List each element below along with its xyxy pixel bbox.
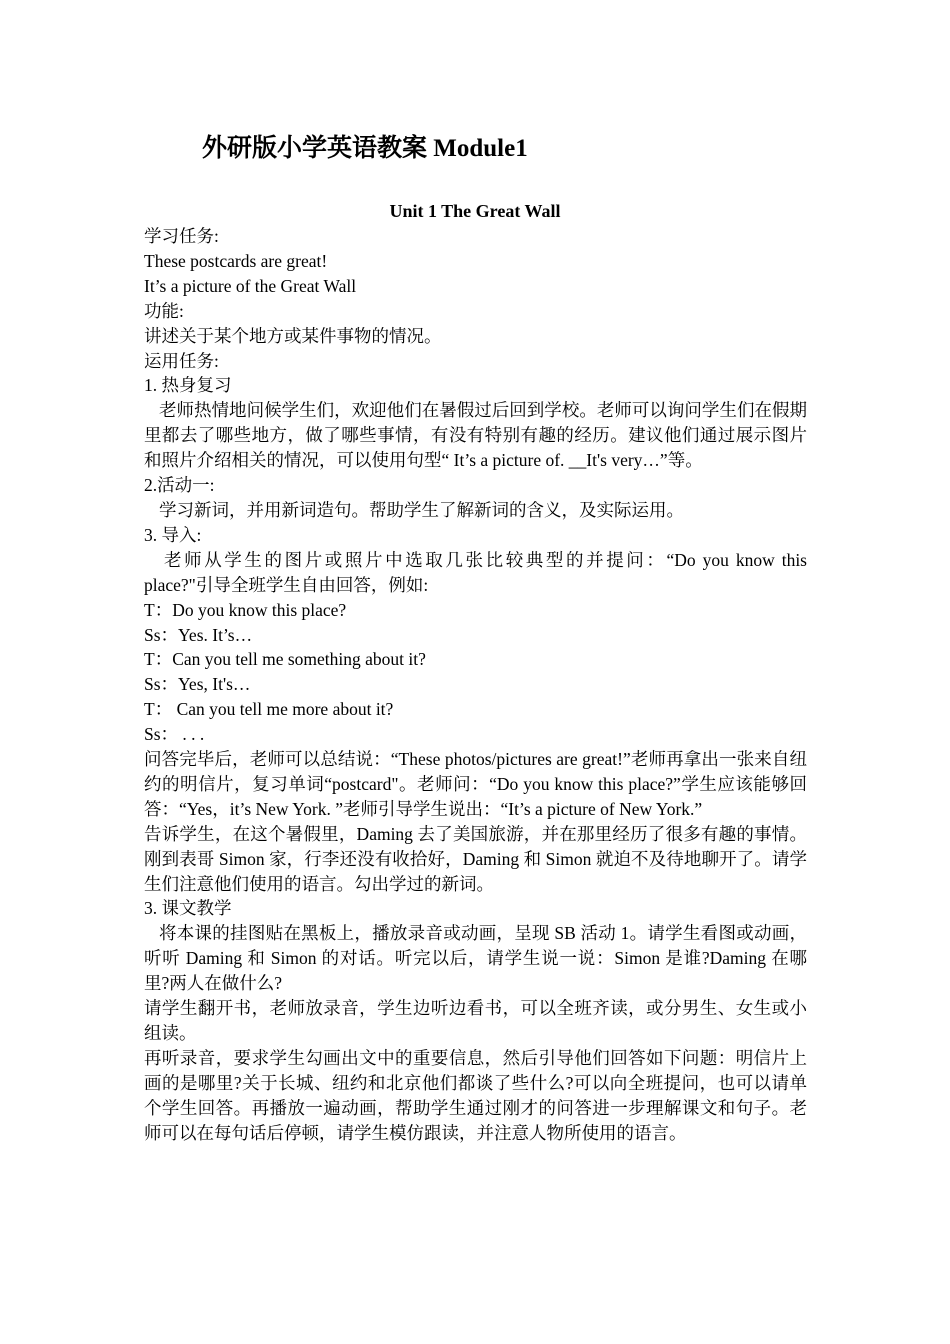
paragraph-summary: 问答完毕后，老师可以总结说：“These photos/pictures are great!”老师再拿出一张来自纽约的明信片，复习单词“postcard"。老师问：“Do you know this place?”学生应该能够回答：“Yes，it’s New York. ”老师引导学生说出：“It’s a picture of New York.” [144, 749, 807, 819]
document-body [144, 224, 807, 1146]
paragraph-warmup: 老师热情地问候学生们，欢迎他们在暑假过后回到学校。老师可以询问学生们在假期里都去了哪些地方，做了哪些事情，有没有特别有趣的经历。建议他们通过展示图片和照片介绍相关的情况，可以使用句型“ It’s a picture of. __It's very…”等。 [144, 400, 807, 471]
function-description: 讲述关于某个地方或某件事物的情况。 [144, 325, 442, 346]
section-heading-function: 功能: [144, 300, 184, 321]
paragraph-activity: 学习新词，并用新词造句。帮助学生了解新词的含义，及实际运用。 [159, 499, 684, 520]
document-title: 外研版小学英语教案 Module1 [202, 135, 528, 162]
dialogue-line: T：Can you tell me something about it? [144, 649, 426, 670]
step-heading-warmup: 1. 热身复习 [144, 375, 232, 396]
example-sentence: These postcards are great! [144, 250, 328, 271]
step-heading-text-teaching: 3. 课文教学 [144, 898, 232, 919]
example-sentence: It’s a picture of the Great Wall [144, 275, 357, 296]
dialogue-line: Ss：Yes, It's… [144, 674, 251, 695]
step-heading-activity: 2.活动一: [144, 475, 215, 496]
dialogue-line: T： Can you tell me more about it? [144, 699, 394, 720]
section-heading-learning-tasks: 学习任务: [144, 226, 219, 246]
paragraph-context: 告诉学生，在这个暑假里，Daming 去了美国旅游，并在那里经历了很多有趣的事情。刚到表哥 Simon 家，行李还没有收拾好，Daming 和 Simon 就迫不及待地聊开了。请学生们注意他们使用的语言。勾出学过的新词。 [144, 823, 807, 894]
unit-subtitle: Unit 1 The Great Wall [389, 201, 561, 221]
dialogue-line: Ss： . . . [144, 724, 205, 745]
section-heading-usage-tasks: 运用任务: [144, 350, 219, 371]
paragraph-lead-in: 老师从学生的图片或照片中选取几张比较典型的并提问：“Do you know this place?"引导全班学生自由回答，例如: [144, 549, 807, 595]
paragraph-text-teaching: 将本课的挂图贴在黑板上，播放录音或动画，呈现 SB 活动 1。请学生看图或动画，听听 Daming 和 Simon 的对话。听完以后，请学生说一说：Simon 是谁?Daming 在哪里?两人在做什么? [144, 923, 807, 994]
dialogue-line: T：Do you know this place? [144, 599, 347, 620]
paragraph-reading: 请学生翻开书，老师放录音，学生边听边看书，可以全班齐读，或分男生、女生或小组读。 [144, 998, 807, 1043]
dialogue-line: Ss：Yes. It’s… [144, 624, 253, 645]
paragraph-listening: 再听录音，要求学生勾画出文中的重要信息，然后引导他们回答如下问题：明信片上画的是哪里?关于长城、纽约和北京他们都谈了些什么?可以向全班提问，也可以请单个学生回答。再播放一遍动画，帮助学生通过刚才的问答进一步理解课文和句子。老师可以在每句话后停顿，请学生模仿跟读，并注意人物所使用的语言。 [144, 1047, 807, 1143]
step-heading-lead-in: 3. 导入: [144, 524, 202, 545]
